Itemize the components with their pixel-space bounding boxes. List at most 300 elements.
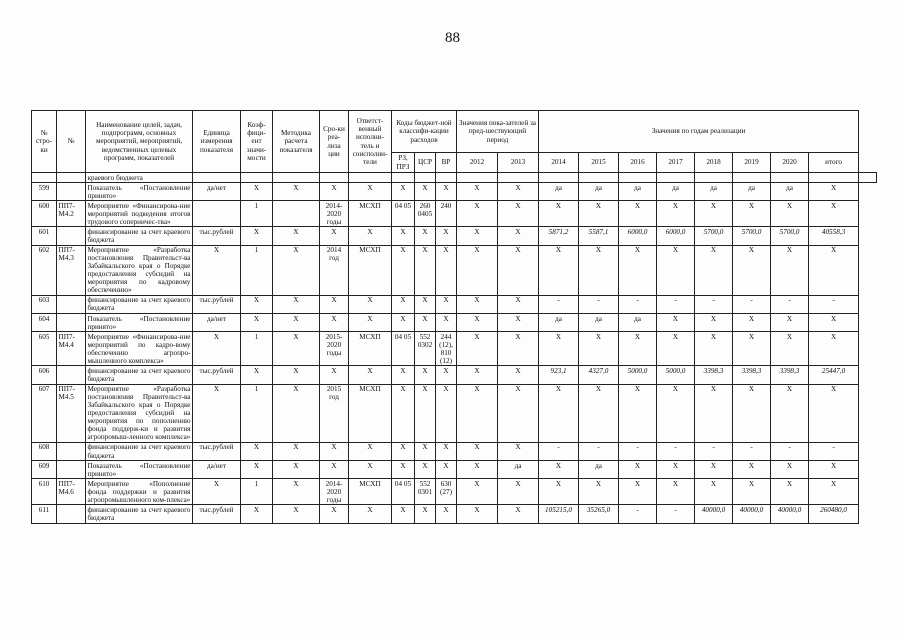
cell-value-2014: да — [539, 314, 579, 332]
cell-row-number: 599 — [32, 183, 57, 201]
table-row — [32, 201, 877, 227]
cell-terms: 2015 год — [320, 384, 349, 442]
cell-value-2020: 5700,0 — [771, 227, 809, 245]
cell-responsible: МСХП — [349, 479, 392, 505]
cell-value-2017: - — [657, 295, 695, 313]
cell-item-code — [57, 442, 86, 460]
cell-value-2018: X — [695, 201, 733, 227]
cell-value-2014: X — [539, 201, 579, 227]
cell-value-total: X — [809, 332, 859, 366]
cell-value-2019: 3398,3 — [733, 366, 771, 384]
cell-value-2015: - — [579, 295, 619, 313]
cell-code-rz: X — [392, 245, 415, 295]
cell-code-csr: X — [415, 183, 436, 201]
cell-unit: X — [193, 479, 241, 505]
cell-value-2012: X — [457, 505, 498, 523]
cell-item-code — [57, 227, 86, 245]
cell-value-2013: X — [498, 479, 539, 505]
cell-method: X — [273, 245, 320, 295]
cell-value-total: - — [809, 442, 859, 460]
cell-code-vr: 240 — [436, 201, 457, 227]
cell-terms: 2014-2020 годы — [320, 479, 349, 505]
cell-value-2014: X — [539, 479, 579, 505]
cell-code-vr: X — [436, 227, 457, 245]
cell-value-total: X — [809, 479, 859, 505]
cell-value-2017: 6000,0 — [657, 227, 695, 245]
cell-method: X — [273, 366, 320, 384]
cell-code-vr: 244 (12), 810 (12) — [436, 332, 457, 366]
cell-value-2015: X — [579, 332, 619, 366]
cell-method: X — [273, 461, 320, 479]
cell-item-code: ПП7-М4.2 — [57, 201, 86, 227]
cell-item-code: ПП7-М4.4 — [57, 332, 86, 366]
header-coef: Коэф-фици-ент значи-мости — [241, 111, 273, 173]
cell-value-2013: X — [498, 245, 539, 295]
cell-method: X — [273, 227, 320, 245]
cell-value-2015: да — [579, 183, 619, 201]
cell-value-2015: 35265,0 — [579, 505, 619, 523]
cell-code-rz: 04 05 — [392, 479, 415, 505]
cell-value-2015: да — [579, 314, 619, 332]
header-unit: Единица измерения показателя — [193, 111, 241, 173]
table-row — [32, 295, 877, 313]
cell-item-name: Показатель «Постановление принято» — [87, 183, 191, 200]
cell-item-name: финансирование за счет краевого бюджета — [87, 227, 191, 244]
cell-unit: X — [193, 384, 241, 442]
header-year-2016: 2016 — [619, 153, 657, 173]
cell-value-2012: X — [457, 183, 498, 201]
cell-terms: 2015-2020 годы — [320, 332, 349, 366]
cell-item-name: краевого бюджета — [86, 173, 193, 183]
cell-value-2014: 5871,2 — [539, 227, 579, 245]
cell-coefficient: 1 — [241, 384, 273, 442]
table-row — [32, 173, 877, 183]
cell-method: X — [273, 332, 320, 366]
cell-coefficient: X — [241, 227, 273, 245]
cell-responsible: МСХП — [349, 332, 392, 366]
cell-value-2014: - — [539, 442, 579, 460]
cell-value-total — [809, 173, 859, 183]
header-code-rz: РЗ, ПРЗ — [392, 153, 415, 173]
cell-code-rz: X — [392, 227, 415, 245]
cell-row-number: 608 — [32, 442, 57, 460]
cell-value-2014: X — [539, 461, 579, 479]
cell-value-2017: X — [657, 314, 695, 332]
table-row — [32, 366, 877, 384]
table-row — [32, 461, 877, 479]
cell-code-csr: X — [415, 227, 436, 245]
table-header — [32, 111, 877, 173]
cell-responsible: X — [349, 314, 392, 332]
cell-row-number: 605 — [32, 332, 57, 366]
cell-value-2013: X — [498, 183, 539, 201]
cell-value-2018: X — [695, 332, 733, 366]
cell-value-2016: X — [619, 201, 657, 227]
cell-value-2020: 3398,3 — [771, 366, 809, 384]
cell-value-2013: X — [498, 314, 539, 332]
cell-row-number: 611 — [32, 505, 57, 523]
cell-value-2012: X — [457, 314, 498, 332]
cell-value-2012: X — [457, 442, 498, 460]
cell-value-2018 — [695, 173, 733, 183]
cell-value-2016: X — [619, 461, 657, 479]
cell-coefficient: 1 — [241, 245, 273, 295]
cell-code-csr: 552 0302 — [415, 332, 436, 366]
cell-value-2020: X — [771, 479, 809, 505]
cell-method: X — [273, 183, 320, 201]
cell-item-code: ПП7-М4.3 — [57, 245, 86, 295]
cell-value-2017: 5000,0 — [657, 366, 695, 384]
cell-value-2017: X — [657, 479, 695, 505]
cell-value-2019: X — [733, 384, 771, 442]
cell-value-2012: X — [457, 295, 498, 313]
cell-value-2015: 4327,0 — [579, 366, 619, 384]
cell-item-name: Показатель «Постановление принято» — [87, 461, 191, 478]
cell-value-2013: X — [498, 227, 539, 245]
header-no: № — [57, 111, 86, 173]
cell-value-2017: X — [657, 201, 695, 227]
cell-value-2018: X — [695, 461, 733, 479]
cell-unit: X — [193, 332, 241, 366]
cell-value-2018: - — [695, 442, 733, 460]
cell-value-2014: 923,1 — [539, 366, 579, 384]
cell-responsible: МСХП — [349, 245, 392, 295]
cell-method: X — [273, 442, 320, 460]
cell-unit: да/нет — [193, 314, 241, 332]
cell-value-2014: да — [539, 183, 579, 201]
cell-value-2016: 5000,0 — [619, 366, 657, 384]
cell-value-2012: X — [457, 384, 498, 442]
cell-row-number — [32, 173, 57, 183]
cell-code-rz: X — [392, 442, 415, 460]
cell-terms: 2014-2020 годы — [320, 201, 349, 227]
cell-item-name: финансирование за счет краевого бюджета — [87, 296, 191, 313]
cell-value-2015 — [579, 173, 619, 183]
cell-responsible: X — [349, 295, 392, 313]
header-year-2020: 2020 — [771, 153, 809, 173]
cell-value-2013: X — [498, 505, 539, 523]
cell-method — [273, 173, 320, 183]
cell-code-csr — [415, 173, 436, 183]
cell-item-name: финансирование за счет краевого бюджета — [87, 366, 191, 383]
cell-value-2018: да — [695, 183, 733, 201]
cell-value-2014: X — [539, 245, 579, 295]
cell-code-rz — [392, 173, 415, 183]
cell-coefficient — [241, 173, 273, 183]
cell-responsible: X — [349, 183, 392, 201]
cell-code-vr: X — [436, 461, 457, 479]
cell-value-2017: да — [657, 183, 695, 201]
cell-terms: 2014 год — [320, 245, 349, 295]
cell-value-2013: да — [498, 461, 539, 479]
cell-value-2012: X — [457, 366, 498, 384]
cell-responsible — [349, 173, 392, 183]
cell-code-csr: X — [415, 505, 436, 523]
cell-method: X — [273, 505, 320, 523]
cell-value-total: - — [809, 295, 859, 313]
cell-value-2014: X — [539, 384, 579, 442]
cell-value-2019: X — [733, 314, 771, 332]
cell-value-2016: - — [619, 295, 657, 313]
cell-value-2019 — [733, 173, 771, 183]
cell-code-vr: X — [436, 295, 457, 313]
cell-code-csr: X — [415, 295, 436, 313]
cell-value-2019: X — [733, 461, 771, 479]
cell-value-2019: X — [733, 245, 771, 295]
header-name: Наименование целей, задач, подпрограмм, основных мероприятий, мероприятий, ведомственных целевых программ, показателей — [86, 111, 193, 173]
cell-value-2018: - — [695, 295, 733, 313]
cell-row-number: 607 — [32, 384, 57, 442]
cell-value-2012: X — [457, 245, 498, 295]
table-row — [32, 332, 877, 366]
cell-value-2020: - — [771, 442, 809, 460]
cell-value-2012: X — [457, 227, 498, 245]
table-body — [32, 173, 877, 524]
cell-responsible: X — [349, 505, 392, 523]
cell-value-2016: X — [619, 479, 657, 505]
cell-value-2015: да — [579, 461, 619, 479]
cell-code-rz: 04 05 — [392, 201, 415, 227]
cell-method: X — [273, 314, 320, 332]
cell-code-csr: X — [415, 245, 436, 295]
table-row — [32, 227, 877, 245]
cell-value-2017: X — [657, 245, 695, 295]
cell-coefficient: 1 — [241, 479, 273, 505]
header-prev-period: Значения пока-зателей за пред-шествующий период — [457, 111, 539, 153]
cell-value-2016: да — [619, 314, 657, 332]
cell-value-2014: 105215,0 — [539, 505, 579, 523]
cell-item-name: Мероприятие «Пополнение фонда поддержки и развития агропромышленного ком-плекса» — [87, 479, 191, 504]
cell-value-2020: X — [771, 314, 809, 332]
cell-terms: X — [320, 295, 349, 313]
cell-responsible: X — [349, 442, 392, 460]
cell-value-2020: 40000,0 — [771, 505, 809, 523]
cell-item-code — [57, 366, 86, 384]
cell-code-csr: 260 0405 — [415, 201, 436, 227]
cell-value-2017: X — [657, 384, 695, 442]
cell-responsible: X — [349, 461, 392, 479]
cell-value-2017: - — [657, 442, 695, 460]
cell-code-vr: X — [436, 366, 457, 384]
cell-value-2015: X — [579, 245, 619, 295]
header-year-2017: 2017 — [657, 153, 695, 173]
header-responsible: Ответст-венный исполни-тель и соисполни-тели — [349, 111, 392, 173]
cell-terms: X — [320, 183, 349, 201]
cell-unit: X — [193, 245, 241, 295]
cell-value-2016: X — [619, 332, 657, 366]
cell-value-2013: X — [498, 442, 539, 460]
cell-value-2013: X — [498, 201, 539, 227]
cell-code-vr: X — [436, 314, 457, 332]
cell-row-number: 606 — [32, 366, 57, 384]
cell-item-code — [57, 295, 86, 313]
cell-item-code — [57, 505, 86, 523]
cell-value-2012: X — [457, 332, 498, 366]
cell-coefficient: X — [241, 366, 273, 384]
cell-unit — [193, 173, 241, 183]
cell-code-rz: X — [392, 384, 415, 442]
cell-unit: да/нет — [193, 183, 241, 201]
cell-value-2019: - — [733, 295, 771, 313]
cell-item-code — [57, 461, 86, 479]
cell-value-2014: X — [539, 332, 579, 366]
cell-coefficient: X — [241, 295, 273, 313]
cell-value-2013: X — [498, 384, 539, 442]
cell-code-vr: X — [436, 384, 457, 442]
cell-value-2020 — [771, 173, 809, 183]
cell-value-2017: X — [657, 461, 695, 479]
cell-value-2015: X — [579, 384, 619, 442]
cell-value-2020: да — [771, 183, 809, 201]
cell-value-2013: X — [498, 366, 539, 384]
header-years-group: Значения по годам реализации — [539, 111, 859, 153]
table-row — [32, 183, 877, 201]
cell-method — [273, 201, 320, 227]
header-year-2012: 2012 — [457, 153, 498, 173]
header-year-2019: 2019 — [733, 153, 771, 173]
cell-item-code — [57, 173, 86, 183]
cell-value-2020: - — [771, 295, 809, 313]
cell-coefficient: X — [241, 183, 273, 201]
cell-value-2013: X — [498, 295, 539, 313]
cell-value-2016: да — [619, 183, 657, 201]
cell-code-csr: X — [415, 384, 436, 442]
cell-value-2016: 6000,0 — [619, 227, 657, 245]
header-row-no: № стро-ки — [32, 111, 57, 173]
cell-code-rz: X — [392, 314, 415, 332]
cell-value-total: X — [809, 461, 859, 479]
cell-value-total: 40558,3 — [809, 227, 859, 245]
cell-unit: тыс.рублей — [193, 442, 241, 460]
cell-unit: тыс.рублей — [193, 505, 241, 523]
cell-row-number: 603 — [32, 295, 57, 313]
cell-item-name: Мероприятие «Разработка постановления Правительст-ва Забайкальского края о Порядке предоставления субсидий на мероприятия по пополнению фонда поддерж-ки и развития агропромыш-ленного комплекса» — [87, 385, 191, 442]
cell-method: X — [273, 479, 320, 505]
header-codes: Коды бюджет-ной классифи-кации расходов — [392, 111, 457, 153]
cell-coefficient: X — [241, 461, 273, 479]
header-year-2015: 2015 — [579, 153, 619, 173]
cell-code-csr: X — [415, 366, 436, 384]
cell-code-rz: X — [392, 505, 415, 523]
cell-item-code: ПП7-М4.5 — [57, 384, 86, 442]
table-row — [32, 442, 877, 460]
cell-value-2014 — [539, 173, 579, 183]
cell-value-2018: 3398,3 — [695, 366, 733, 384]
cell-row-number: 609 — [32, 461, 57, 479]
header-code-vr: ВР — [436, 153, 457, 173]
cell-value-2012: X — [457, 461, 498, 479]
cell-code-csr: X — [415, 442, 436, 460]
cell-row-number: 604 — [32, 314, 57, 332]
cell-value-2015: - — [579, 442, 619, 460]
header-year-2013: 2013 — [498, 153, 539, 173]
cell-unit: тыс.рублей — [193, 295, 241, 313]
cell-terms: X — [320, 461, 349, 479]
cell-code-vr: X — [436, 505, 457, 523]
cell-value-2015: X — [579, 201, 619, 227]
header-total: итого — [809, 153, 859, 173]
cell-row-number: 602 — [32, 245, 57, 295]
cell-value-2017: - — [657, 505, 695, 523]
cell-code-vr: X — [436, 442, 457, 460]
cell-value-2020: X — [771, 245, 809, 295]
cell-value-total: 25447,0 — [809, 366, 859, 384]
cell-value-total: X — [809, 384, 859, 442]
cell-value-2015: X — [579, 479, 619, 505]
cell-terms — [320, 173, 349, 183]
cell-terms: X — [320, 227, 349, 245]
cell-item-code — [57, 183, 86, 201]
header-method: Методика расчета показателя — [273, 111, 320, 173]
cell-value-2016: X — [619, 384, 657, 442]
cell-value-2018: 5700,0 — [695, 227, 733, 245]
cell-value-2019: 40000,0 — [733, 505, 771, 523]
cell-value-2019: - — [733, 442, 771, 460]
cell-value-total: X — [809, 245, 859, 295]
cell-value-2017 — [657, 173, 695, 183]
cell-value-2017: X — [657, 332, 695, 366]
cell-coefficient: 1 — [241, 332, 273, 366]
cell-code-rz: X — [392, 366, 415, 384]
cell-value-2020: X — [771, 201, 809, 227]
cell-code-rz: X — [392, 461, 415, 479]
cell-unit — [193, 201, 241, 227]
cell-value-2016: - — [619, 442, 657, 460]
cell-value-2015: 5587,1 — [579, 227, 619, 245]
cell-method: X — [273, 384, 320, 442]
cell-responsible: МСХП — [349, 201, 392, 227]
cell-value-2018: X — [695, 245, 733, 295]
cell-value-total: 260480,0 — [809, 505, 859, 523]
cell-code-rz: X — [392, 295, 415, 313]
cell-value-2019: X — [733, 201, 771, 227]
cell-value-2013 — [498, 173, 539, 183]
cell-value-2013: X — [498, 332, 539, 366]
header-year-2014: 2014 — [539, 153, 579, 173]
cell-row-number: 601 — [32, 227, 57, 245]
cell-value-2018: X — [695, 479, 733, 505]
cell-value-total: X — [809, 314, 859, 332]
cell-value-2012: X — [457, 201, 498, 227]
cell-item-name: финансирование за счет краевого бюджета — [87, 443, 191, 460]
cell-method: X — [273, 295, 320, 313]
cell-value-2018: 40000,0 — [695, 505, 733, 523]
cell-code-vr: 630 (27) — [436, 479, 457, 505]
cell-value-2019: X — [733, 332, 771, 366]
cell-item-name: финансирование за счет краевого бюджета — [87, 505, 191, 522]
cell-item-code: ПП7-М4.6 — [57, 479, 86, 505]
cell-value-2012: X — [457, 479, 498, 505]
cell-terms: X — [320, 442, 349, 460]
cell-item-name: Мероприятие «Разработка постановления Правительст-ва Забайкальского края о Порядке предоставления субсидий на мероприятия по кадровому обеспечению» — [87, 246, 191, 295]
cell-responsible: X — [349, 227, 392, 245]
cell-unit: да/нет — [193, 461, 241, 479]
table-row — [32, 384, 877, 442]
cell-coefficient: X — [241, 442, 273, 460]
cell-undefined — [859, 173, 877, 183]
cell-value-total: X — [809, 183, 859, 201]
cell-code-csr: X — [415, 314, 436, 332]
cell-value-total: X — [809, 201, 859, 227]
header-code-csr: ЦСР — [415, 153, 436, 173]
cell-coefficient: 1 — [241, 201, 273, 227]
budget-table — [31, 110, 877, 524]
cell-terms: X — [320, 505, 349, 523]
cell-item-code — [57, 314, 86, 332]
cell-terms: X — [320, 366, 349, 384]
cell-code-rz: X — [392, 183, 415, 201]
table-row — [32, 245, 877, 295]
